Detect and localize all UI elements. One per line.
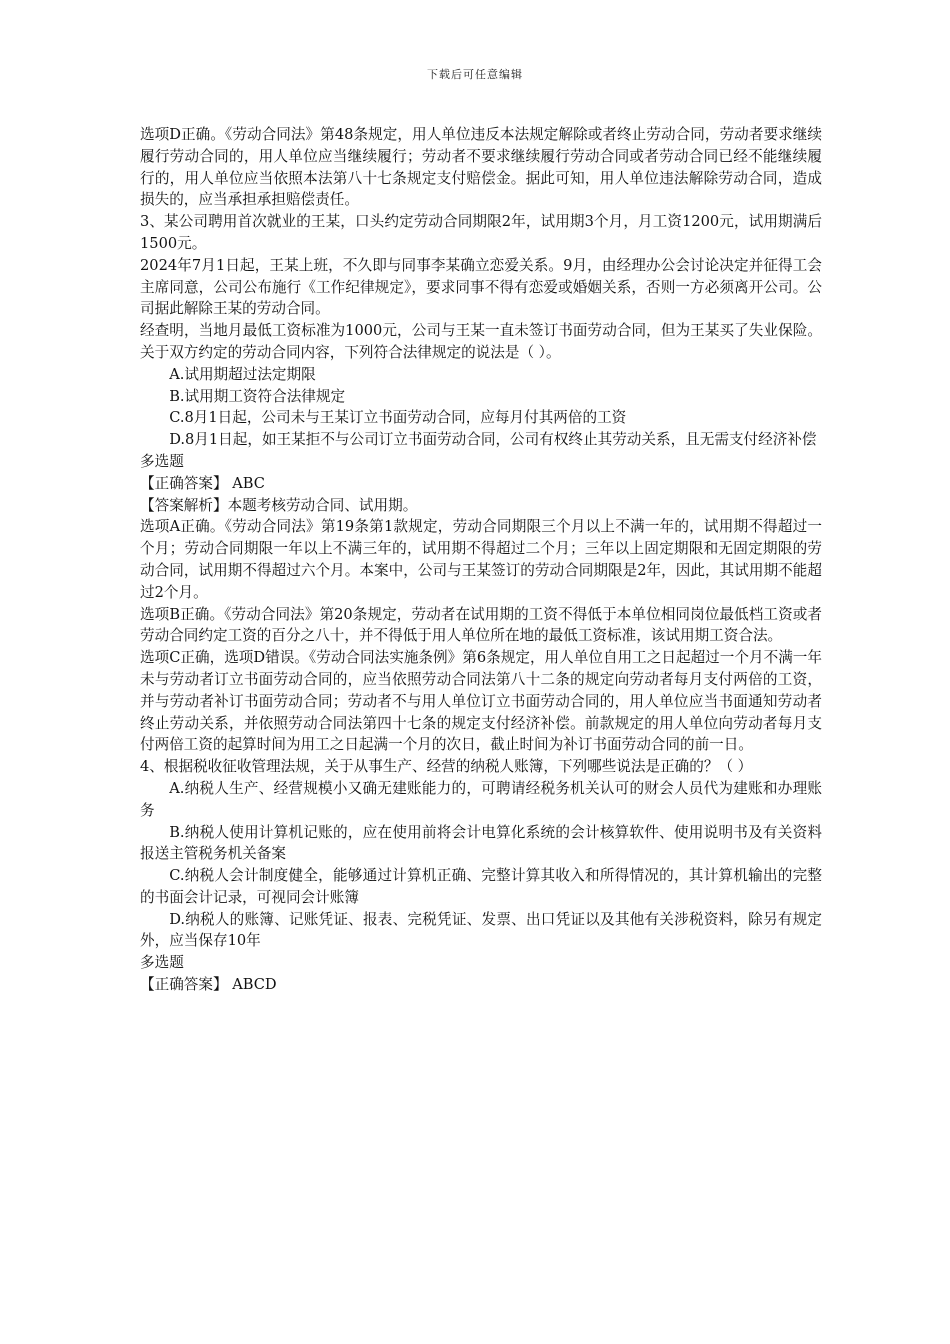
paragraph: 多选题 <box>140 452 184 470</box>
paragraph: 选项A正确。《劳动合同法》第19条第1款规定，劳动合同期限三个月以上不满一年的，试用期不得超过一个月；劳动合同期限一年以上不满三年的，试用期不得超过二个月；三年以上固定期限和无固定期限的劳动合同，试用期不得超过六个月。本案中，公司与王某签订的劳动合同期限是2年，因此，其试用期不能超过2个月。 <box>140 518 822 601</box>
answer-option: C.纳税人会计制度健全，能够通过计算机正确、完整计算其收入和所得情况的，其计算机输出的完整的书面会计记录，可视同会计账簿 <box>140 867 822 906</box>
document-body <box>140 124 822 996</box>
paragraph: 多选题 <box>140 954 184 972</box>
paragraph: 【答案解析】本题考核劳动合同、试用期。 <box>140 496 418 514</box>
page-header: 下载后可任意编辑 <box>427 68 523 81</box>
answer-option: A.纳税人生产、经营规模小又确无建账能力的，可聘请经税务机关认可的财会人员代为建账和办理账务 <box>140 779 822 819</box>
paragraph: 经查明，当地月最低工资标准为1000元，公司与王某一直未签订书面劳动合同，但为王某买了失业保险。关于双方约定的劳动合同内容，下列符合法律规定的说法是（ ）。 <box>140 322 822 361</box>
answer-option: C.8月1日起，公司未与王某订立书面劳动合同，应每月付其两倍的工资 <box>169 409 627 427</box>
answer-option: D.8月1日起，如王某拒不与公司订立书面劳动合同，公司有权终止其劳动关系，且无需支付经济补偿 <box>169 431 817 449</box>
paragraph: 选项D正确。《劳动合同法》第48条规定，用人单位违反本法规定解除或者终止劳动合同，劳动者要求继续履行劳动合同的，用人单位应当继续履行；劳动者不要求继续履行劳动合同或者劳动合同已经不能继续履行的，用人单位应当依照本法第八十七条规定支付赔偿金。据此可知，用人单位违法解除劳动合同，造成损失的，应当承担承担赔偿责任。 <box>140 126 822 209</box>
answer-option: D.纳税人的账簿、记账凭证、报表、完税凭证、发票、出口凭证以及其他有关涉税资料，除另有规定外，应当保存10年 <box>140 910 822 950</box>
answer-option: B.纳税人使用计算机记账的，应在使用前将会计电算化系统的会计核算软件、使用说明书及有关资料报送主管税务机关备案 <box>140 823 822 863</box>
paragraph: 2024年7月1日起，王某上班，不久即与同事李某确立恋爱关系。9月，由经理办公会讨论决定并征得工会主席同意，公司公布施行《工作纪律规定》，要求同事不得有恋爱或婚姻关系，否则一方必须离开公司。公司据此解除王某的劳动合同。 <box>140 256 822 318</box>
paragraph: 选项B正确。《劳动合同法》第20条规定，劳动者在试用期的工资不得低于本单位相同岗位最低档工资或者劳动合同约定工资的百分之八十，并不得低于用人单位所在地的最低工资标准，该试用期工资合法。 <box>140 605 822 645</box>
paragraph: 4、根据税收征收管理法规，关于从事生产、经营的纳税人账簿，下列哪些说法是正确的？（ ） <box>140 758 753 776</box>
paragraph: 【正确答案】 ABC <box>140 474 265 492</box>
paragraph: 【正确答案】 ABCD <box>140 976 277 994</box>
answer-option: A.试用期超过法定期限 <box>169 365 316 383</box>
paragraph: 3、某公司聘用首次就业的王某，口头约定劳动合同期限2年，试用期3个月，月工资1200元，试用期满后1500元。 <box>140 213 822 252</box>
answer-option: B.试用期工资符合法律规定 <box>169 387 346 405</box>
paragraph: 选项C正确，选项D错误。《劳动合同法实施条例》第6条规定，用人单位自用工之日起超过一个月不满一年未与劳动者订立书面劳动合同的，应当依照劳动合同法第八十二条的规定向劳动者每月支付两倍的工资，并与劳动者补订书面劳动合同；劳动者不与用人单位订立书面劳动合同的，用人单位应当书面通知劳动者终止劳动关系，并依照劳动合同法第四十七条的规定支付经济补偿。前款规定的用人单位向劳动者每月支付两倍工资的起算时间为用工之日起满一个月的次日，截止时间为补订书面劳动合同的前一日。 <box>140 649 822 754</box>
